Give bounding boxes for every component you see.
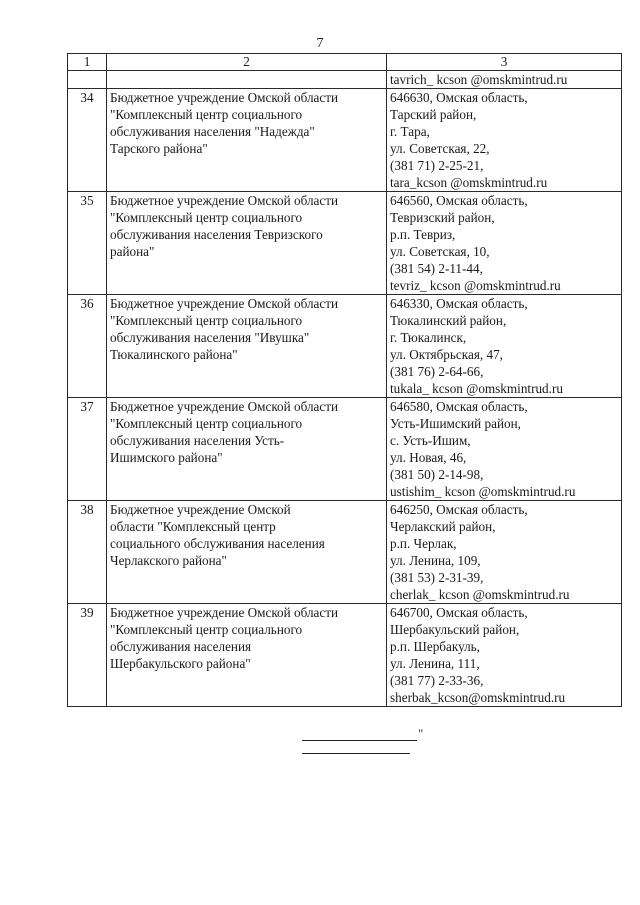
institution-name [107,71,387,89]
row-number [68,71,107,89]
table-row [68,604,622,707]
address-line: Черлакский район, [390,519,496,534]
address-line: Шербакульский район, [390,622,520,637]
institution-name-line: "Комплексный центр социального [110,107,303,122]
institution-address [387,501,622,604]
address-line: 646250, Омская область, [390,502,528,517]
address-line: (381 76) 2-64-66, [390,364,484,379]
table-row [68,89,622,192]
institution-name [107,501,387,604]
address-line: г. Тара, [390,124,430,139]
institution-name-line: обслуживания населения "Надежда" [110,124,315,139]
address-line: (381 54) 2-11-44, [390,261,483,276]
table-row [68,501,622,604]
address-line: ул. Ленина, 111, [390,656,480,671]
table-row-continuation [68,71,622,89]
address-line: г. Тюкалинск, [390,330,467,345]
institution-name-line: района" [110,244,155,259]
institution-name [107,89,387,192]
institution-name-line: "Комплексный центр социального [110,622,303,637]
institution-name-line: Черлакского района" [110,553,227,568]
institution-name-line: социального обслуживания населения [110,536,325,551]
column-header-3: 3 [387,54,622,71]
institution-name-line: Тарского района" [110,141,208,156]
institution-name-line: Бюджетное учреждение Омской области [110,296,339,311]
row-number: 36 [68,295,107,398]
address-email: sherbak_kcson@omskmintrud.ru [390,690,566,705]
address-email: cherlak_ kcson @omskmintrud.ru [390,587,570,602]
institution-name-line: Бюджетное учреждение Омской области [110,399,339,414]
address-line: 646330, Омская область, [390,296,528,311]
address-line: Усть-Ишимский район, [390,416,521,431]
address-line: (381 71) 2-25-21, [390,158,484,173]
address-line: ул. Новая, 46, [390,450,467,465]
institution-name [107,604,387,707]
address-line: ул. Октябрьская, 47, [390,347,503,362]
table-row [68,398,622,501]
institution-name-line: Бюджетное учреждение Омской области [110,193,339,208]
institution-address [387,398,622,501]
address-email: tukala_ kcson @omskmintrud.ru [390,381,563,396]
address-line: ул. Советская, 22, [390,141,490,156]
address-line: р.п. Черлак, [390,536,457,551]
address-email: tavrich_ kcson @omskmintrud.ru [390,72,568,87]
column-header-2: 2 [107,54,387,71]
address-line: Тюкалинский район, [390,313,507,328]
institution-name-line: "Комплексный центр социального [110,416,303,431]
footer-closing-quote: " [418,726,424,741]
address-line: р.п. Шербакуль, [390,639,480,654]
institutions-table [67,53,622,707]
institution-name [107,398,387,501]
address-line: (381 53) 2-31-39, [390,570,484,585]
institution-name-line: Шербакульского района" [110,656,251,671]
table-body [68,71,622,707]
page-number: 7 [316,36,324,51]
address-line: 646560, Омская область, [390,193,528,208]
row-number: 37 [68,398,107,501]
row-number: 38 [68,501,107,604]
address-line: (381 50) 2-14-98, [390,467,484,482]
address-line: Тарский район, [390,107,477,122]
institution-name-line: обслуживания населения "Ивушка" [110,330,310,345]
table-header [68,54,622,71]
table-row [68,295,622,398]
institution-name-line: Бюджетное учреждение Омской [110,502,291,517]
address-line: 646580, Омская область, [390,399,528,414]
institution-address [387,295,622,398]
institution-name-line: обслуживания населения Усть- [110,433,285,448]
address-line: с. Усть-Ишим, [390,433,471,448]
address-line: (381 77) 2-33-36, [390,673,484,688]
address-email: tevriz_ kcson @omskmintrud.ru [390,278,561,293]
footer-rule [302,739,417,741]
institution-address [387,71,622,89]
row-number: 35 [68,192,107,295]
row-number: 34 [68,89,107,192]
institution-name-line: Бюджетное учреждение Омской области [110,90,339,105]
address-email: tara_kcson @omskmintrud.ru [390,175,548,190]
address-line: 646700, Омская область, [390,605,528,620]
institution-name-line: области "Комплексный центр [110,519,276,534]
address-email: ustishim_ kcson @omskmintrud.ru [390,484,576,499]
institution-name-line: обслуживания населения [110,639,252,654]
institution-name-line: обслуживания населения Тевризского [110,227,323,242]
table-row [68,192,622,295]
address-line: р.п. Тевриз, [390,227,456,242]
column-header-1: 1 [68,54,107,71]
institution-name-line: "Комплексный центр социального [110,210,303,225]
institution-name-line: "Комплексный центр социального [110,313,303,328]
address-line: ул. Ленина, 109, [390,553,481,568]
footer-rule-short [302,752,410,754]
institution-name-line: Ишимского района" [110,450,223,465]
address-line: ул. Советская, 10, [390,244,490,259]
institution-name [107,192,387,295]
institution-address [387,192,622,295]
institution-name-line: Тюкалинского района" [110,347,238,362]
institution-address [387,89,622,192]
institution-address [387,604,622,707]
institution-name [107,295,387,398]
address-line: 646630, Омская область, [390,90,528,105]
address-line: Тевризский район, [390,210,495,225]
row-number: 39 [68,604,107,707]
institution-name-line: Бюджетное учреждение Омской области [110,605,339,620]
